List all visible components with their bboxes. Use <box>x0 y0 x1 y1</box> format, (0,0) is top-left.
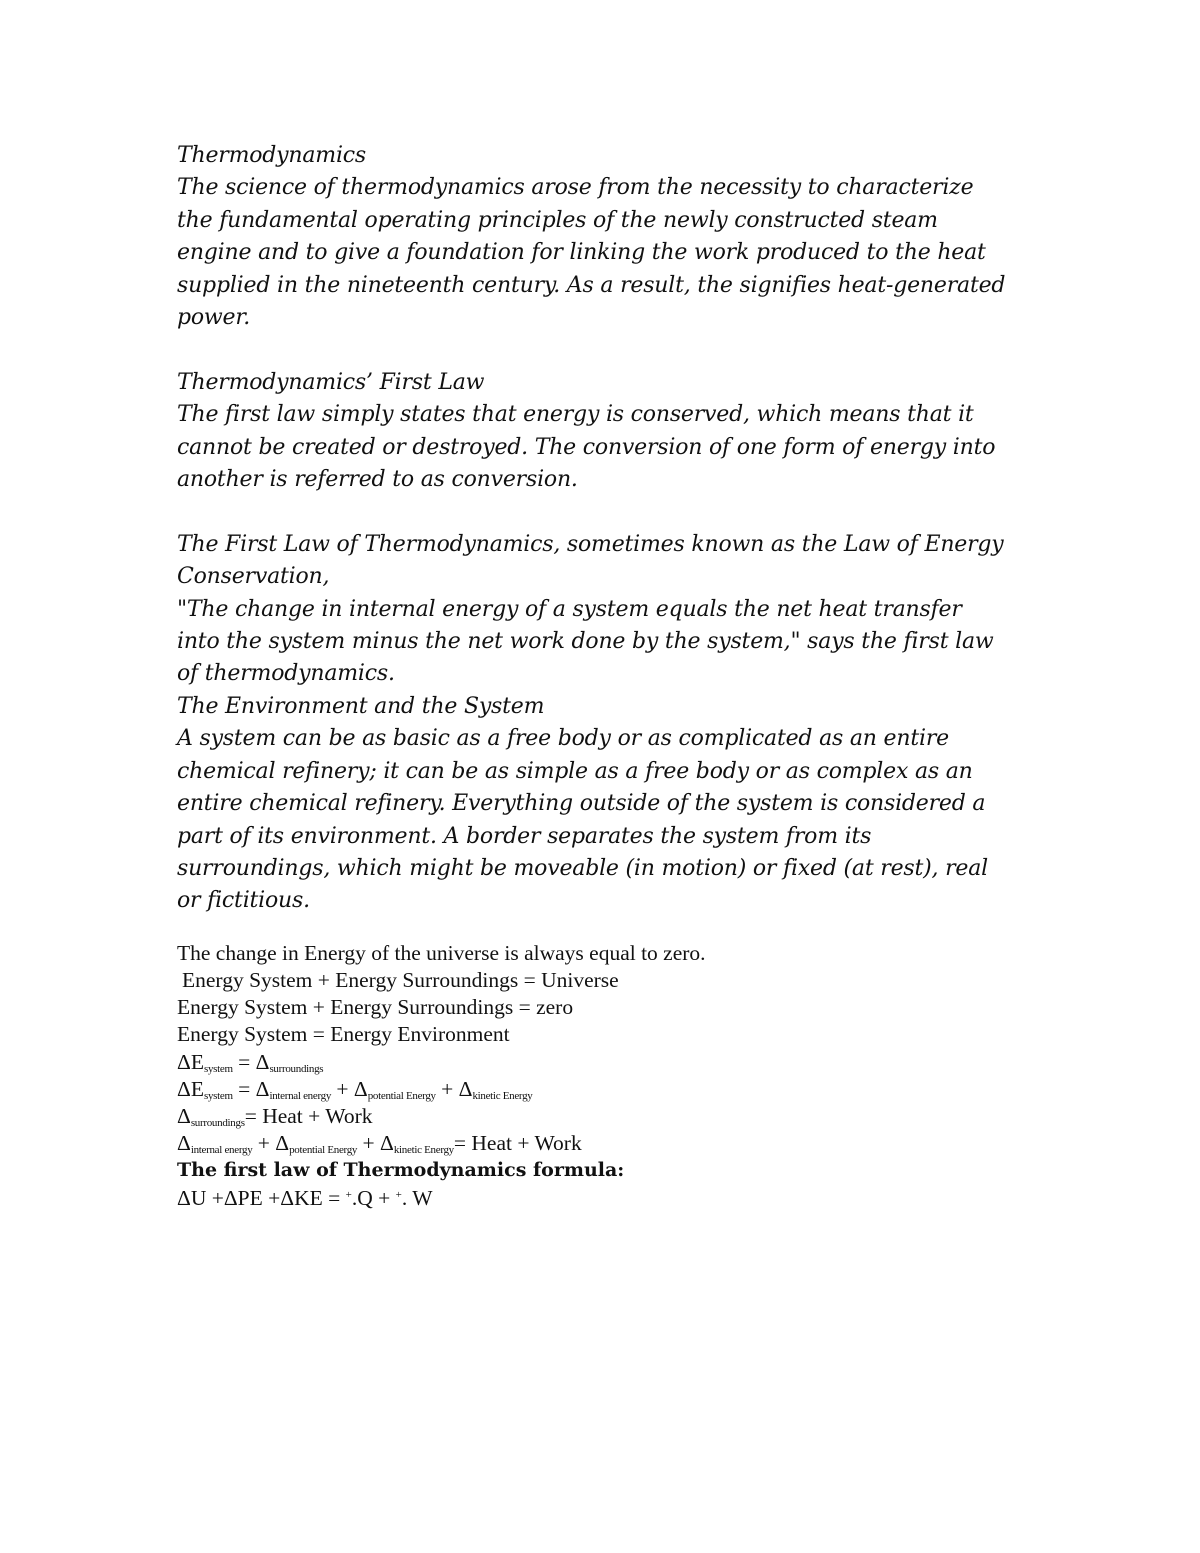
paragraph-line: The first law simply states that energy is conserved, which means that it <box>177 402 974 428</box>
heading-thermodynamics: Thermodynamics <box>177 143 366 168</box>
formula-term: = Heat + Work <box>244 1103 373 1128</box>
paragraph-line: the fundamental operating principles of the newly constructed steam <box>177 207 938 233</box>
formula-term: Δ <box>177 1131 191 1156</box>
paragraph-line: part of its environment. A border separates the system from its <box>177 823 872 849</box>
first-law-formula <box>177 1185 1057 1212</box>
spacer <box>177 918 1057 940</box>
paragraph-line: The science of thermodynamics arose from the necessity to characterize <box>177 175 974 201</box>
formula-subscript: potential Energy <box>289 1144 358 1157</box>
formula-term: + Δ <box>331 1076 368 1101</box>
formula-line: Energy System + Energy Surroundings = zero <box>177 995 574 1020</box>
paragraph-line: of thermodynamics. <box>177 661 395 687</box>
formula-delta-system-surroundings <box>177 1049 1057 1076</box>
paragraph-line: chemical refinery; it can be as simple as a free body or as complex as an <box>177 758 973 784</box>
formula-delta-components <box>177 1130 1057 1157</box>
formula-term: .Q + <box>351 1185 396 1210</box>
heading-first-law: Thermodynamics’ First Law <box>177 369 485 395</box>
formula-term: . W <box>401 1185 433 1210</box>
heading-environment-system: The Environment and the System <box>177 693 545 719</box>
paragraph-line: A system can be as basic as a free body or as complicated as an entire <box>177 726 949 752</box>
formula-line: The change in Energy of the universe is always equal to zero. <box>177 940 706 965</box>
formula-term: ΔE <box>177 1076 204 1101</box>
formula-term: + Δ <box>252 1131 290 1156</box>
paragraph-line: "The change in internal energy of a system equals the net heat transfer <box>177 596 962 622</box>
paragraph-line: Conservation, <box>177 564 330 590</box>
paragraph-line: cannot be created or destroyed. The conversion of one form of energy into <box>177 434 996 460</box>
formula-term: = Δ <box>232 1049 270 1074</box>
paragraph-line: into the system minus the net work done by the system," says the first law <box>177 629 994 655</box>
paragraph-line: power. <box>177 305 251 331</box>
formula-delta-surroundings <box>177 1103 1057 1130</box>
formula-term: + Δ <box>435 1076 473 1101</box>
formula-subscript: internal energy <box>190 1144 253 1157</box>
paragraph-line: The First Law of Thermodynamics, sometimes known as the Law of Energy <box>177 531 1004 557</box>
spacer <box>177 496 1057 528</box>
formula-subscript: surroundings <box>269 1062 324 1075</box>
paragraph-line: engine and to give a foundation for linking the work produced to the heat <box>177 240 986 266</box>
formula-term: Δ <box>177 1103 191 1128</box>
formula-term: = Heat + Work <box>453 1131 582 1156</box>
formula-subscript: kinetic Energy <box>393 1144 454 1157</box>
formula-superscript: + <box>395 1188 402 1201</box>
formula-term: + Δ <box>357 1131 394 1156</box>
formula-subscript: system <box>203 1062 233 1075</box>
paragraph-line: entire chemical refinery. Everything outside of the system is considered a <box>177 791 986 817</box>
document-body <box>177 140 1057 1212</box>
formula-block <box>177 940 1057 1212</box>
formula-title: The first law of Thermodynamics formula: <box>177 1159 625 1182</box>
paragraph-line: surroundings, which might be moveable (in motion) or fixed (at rest), real <box>177 855 988 881</box>
formula-term: = Δ <box>232 1076 270 1101</box>
formula-superscript: + <box>345 1188 352 1201</box>
formula-line: Energy System + Energy Surroundings = Universe <box>182 967 619 992</box>
paragraph-line: another is referred to as conversion. <box>177 467 578 493</box>
formula-delta-system-expanded <box>177 1076 1057 1103</box>
formula-subscript: system <box>203 1089 233 1102</box>
formula-term: ΔE <box>177 1049 204 1074</box>
formula-subscript: potential Energy <box>367 1089 436 1102</box>
formula-subscript: surroundings <box>190 1116 245 1129</box>
formula-subscript: kinetic Energy <box>472 1089 533 1102</box>
formula-term: ΔU +ΔPE +ΔKE = <box>177 1185 346 1210</box>
formula-line: Energy System = Energy Environment <box>177 1022 510 1047</box>
paragraph-line: or fictitious. <box>177 888 310 914</box>
formula-subscript: internal energy <box>269 1089 332 1102</box>
paragraph-line: supplied in the nineteenth century. As a result, the signifies heat-generated <box>177 272 1006 298</box>
spacer <box>177 334 1057 366</box>
